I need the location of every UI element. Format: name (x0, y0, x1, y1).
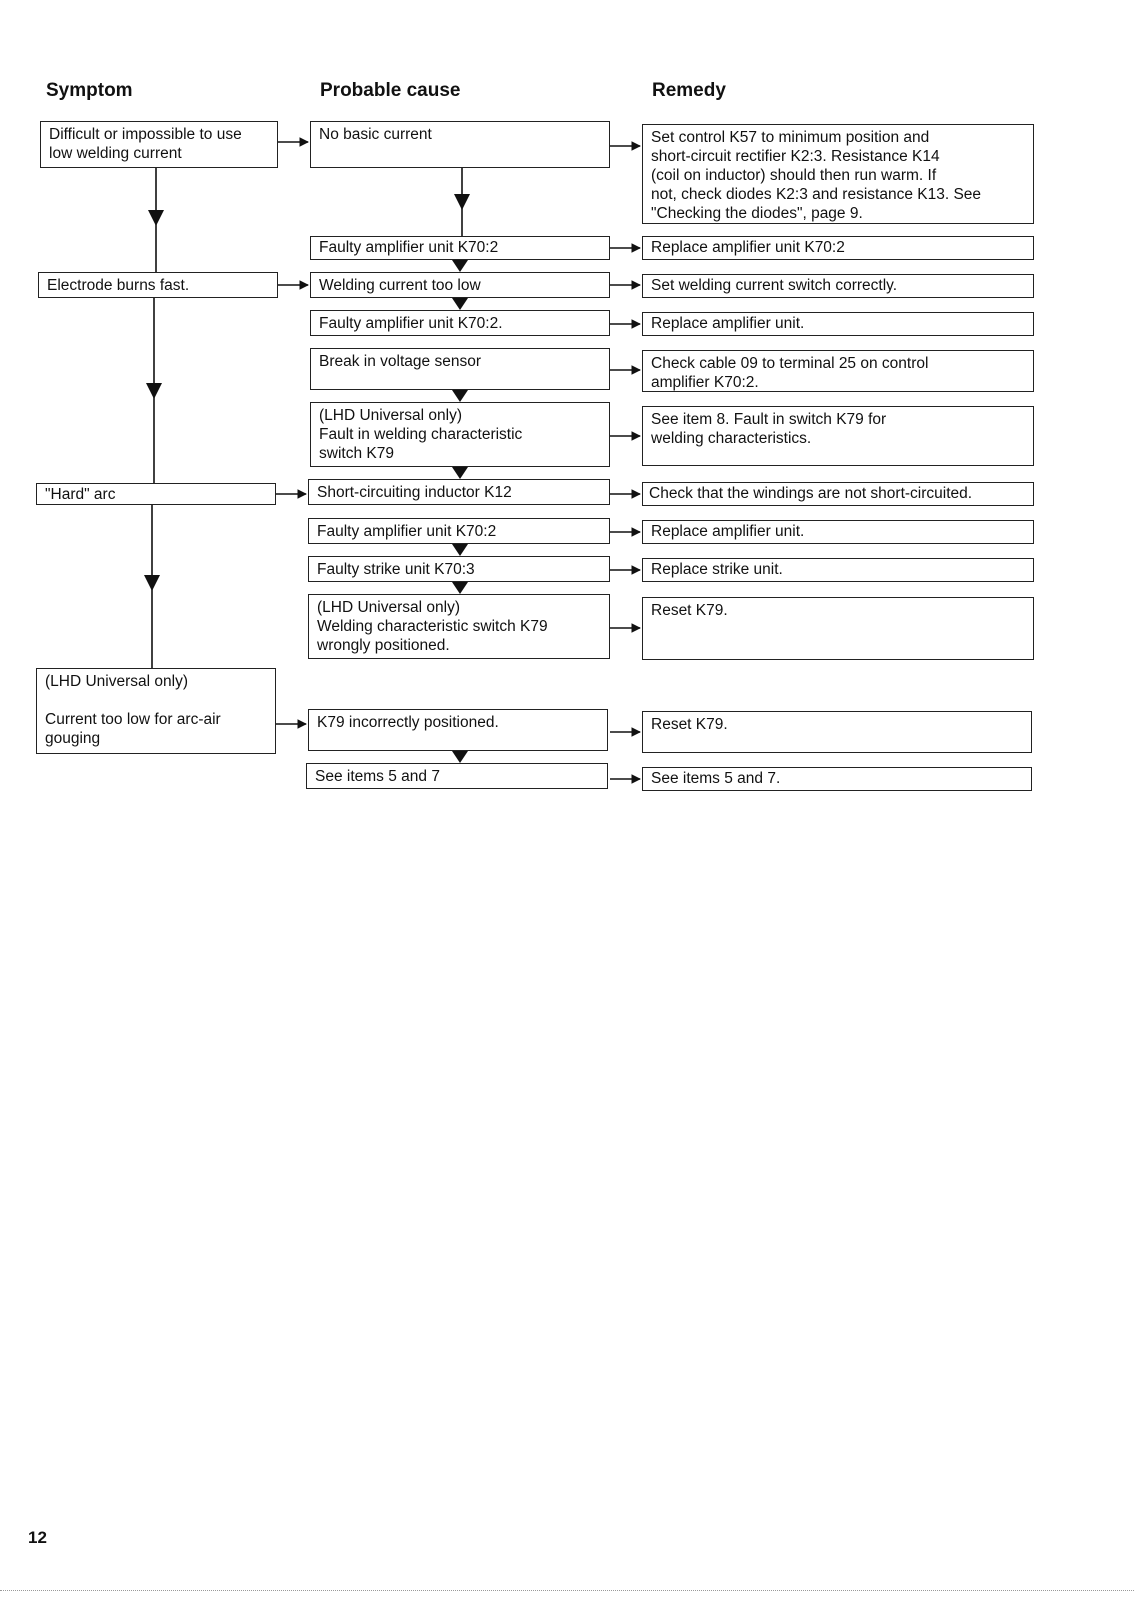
remedy-box: See items 5 and 7. (642, 767, 1032, 791)
down-arrow-icon (452, 298, 468, 310)
symptom-box: "Hard" arc (36, 483, 276, 505)
cause-box: Faulty amplifier unit K70:2 (308, 518, 610, 544)
cause-box: (LHD Universal only) Welding characteristic switch K79 wrongly positioned. (308, 594, 610, 659)
cause-box: Faulty amplifier unit K70:2 (310, 236, 610, 260)
cause-box: Welding current too low (310, 272, 610, 298)
cause-box: Break in voltage sensor (310, 348, 610, 390)
remedy-box: Replace amplifier unit. (642, 312, 1034, 336)
down-arrow-icon (148, 210, 164, 226)
remedy-box: See item 8. Fault in switch K79 for welding characteristics. (642, 406, 1034, 466)
down-arrow-icon (452, 390, 468, 402)
down-arrow-icon (452, 751, 468, 763)
symptom-column-header: Symptom (46, 80, 133, 101)
remedy-box: Set control K57 to minimum position and short-circuit rectifier K2:3. Resistance K14 (coil on inductor) should then run warm. If not, check diodes K2:3 and resistance K13. See "Checking the diodes", page 9. (642, 124, 1034, 224)
remedy-column-header: Remedy (652, 80, 726, 101)
cause-box: No basic current (310, 121, 610, 168)
remedy-box: Replace strike unit. (642, 558, 1034, 582)
cause-box: See items 5 and 7 (306, 763, 608, 789)
remedy-box: Check that the windings are not short-circuited. (642, 482, 1034, 506)
remedy-box: Replace amplifier unit. (642, 520, 1034, 544)
down-arrow-icon (452, 260, 468, 272)
remedy-box: Set welding current switch correctly. (642, 274, 1034, 298)
down-arrow-icon (146, 383, 162, 399)
remedy-box: Check cable 09 to terminal 25 on control amplifier K70:2. (642, 350, 1034, 392)
symptom-box: Electrode burns fast. (38, 272, 278, 298)
down-arrow-icon (144, 575, 160, 591)
scan-edge-line (0, 1590, 1134, 1591)
symptom-box: Difficult or impossible to use low welding current (40, 121, 278, 168)
symptom-box: (LHD Universal only) Current too low for arc-air gouging (36, 668, 276, 754)
down-arrow-icon (452, 544, 468, 556)
page-number: 12 (28, 1528, 47, 1547)
down-arrow-icon (452, 582, 468, 594)
cause-box: Short-circuiting inductor K12 (308, 479, 610, 505)
cause-column-header: Probable cause (320, 80, 461, 101)
down-arrow-icon (452, 467, 468, 479)
cause-box: Faulty amplifier unit K70:2. (310, 310, 610, 336)
cause-box: (LHD Universal only) Fault in welding characteristic switch K79 (310, 402, 610, 467)
remedy-box: Reset K79. (642, 597, 1034, 660)
cause-box: K79 incorrectly positioned. (308, 709, 608, 751)
down-arrow-icon (454, 194, 470, 210)
remedy-box: Replace amplifier unit K70:2 (642, 236, 1034, 260)
cause-box: Faulty strike unit K70:3 (308, 556, 610, 582)
remedy-box: Reset K79. (642, 711, 1032, 753)
